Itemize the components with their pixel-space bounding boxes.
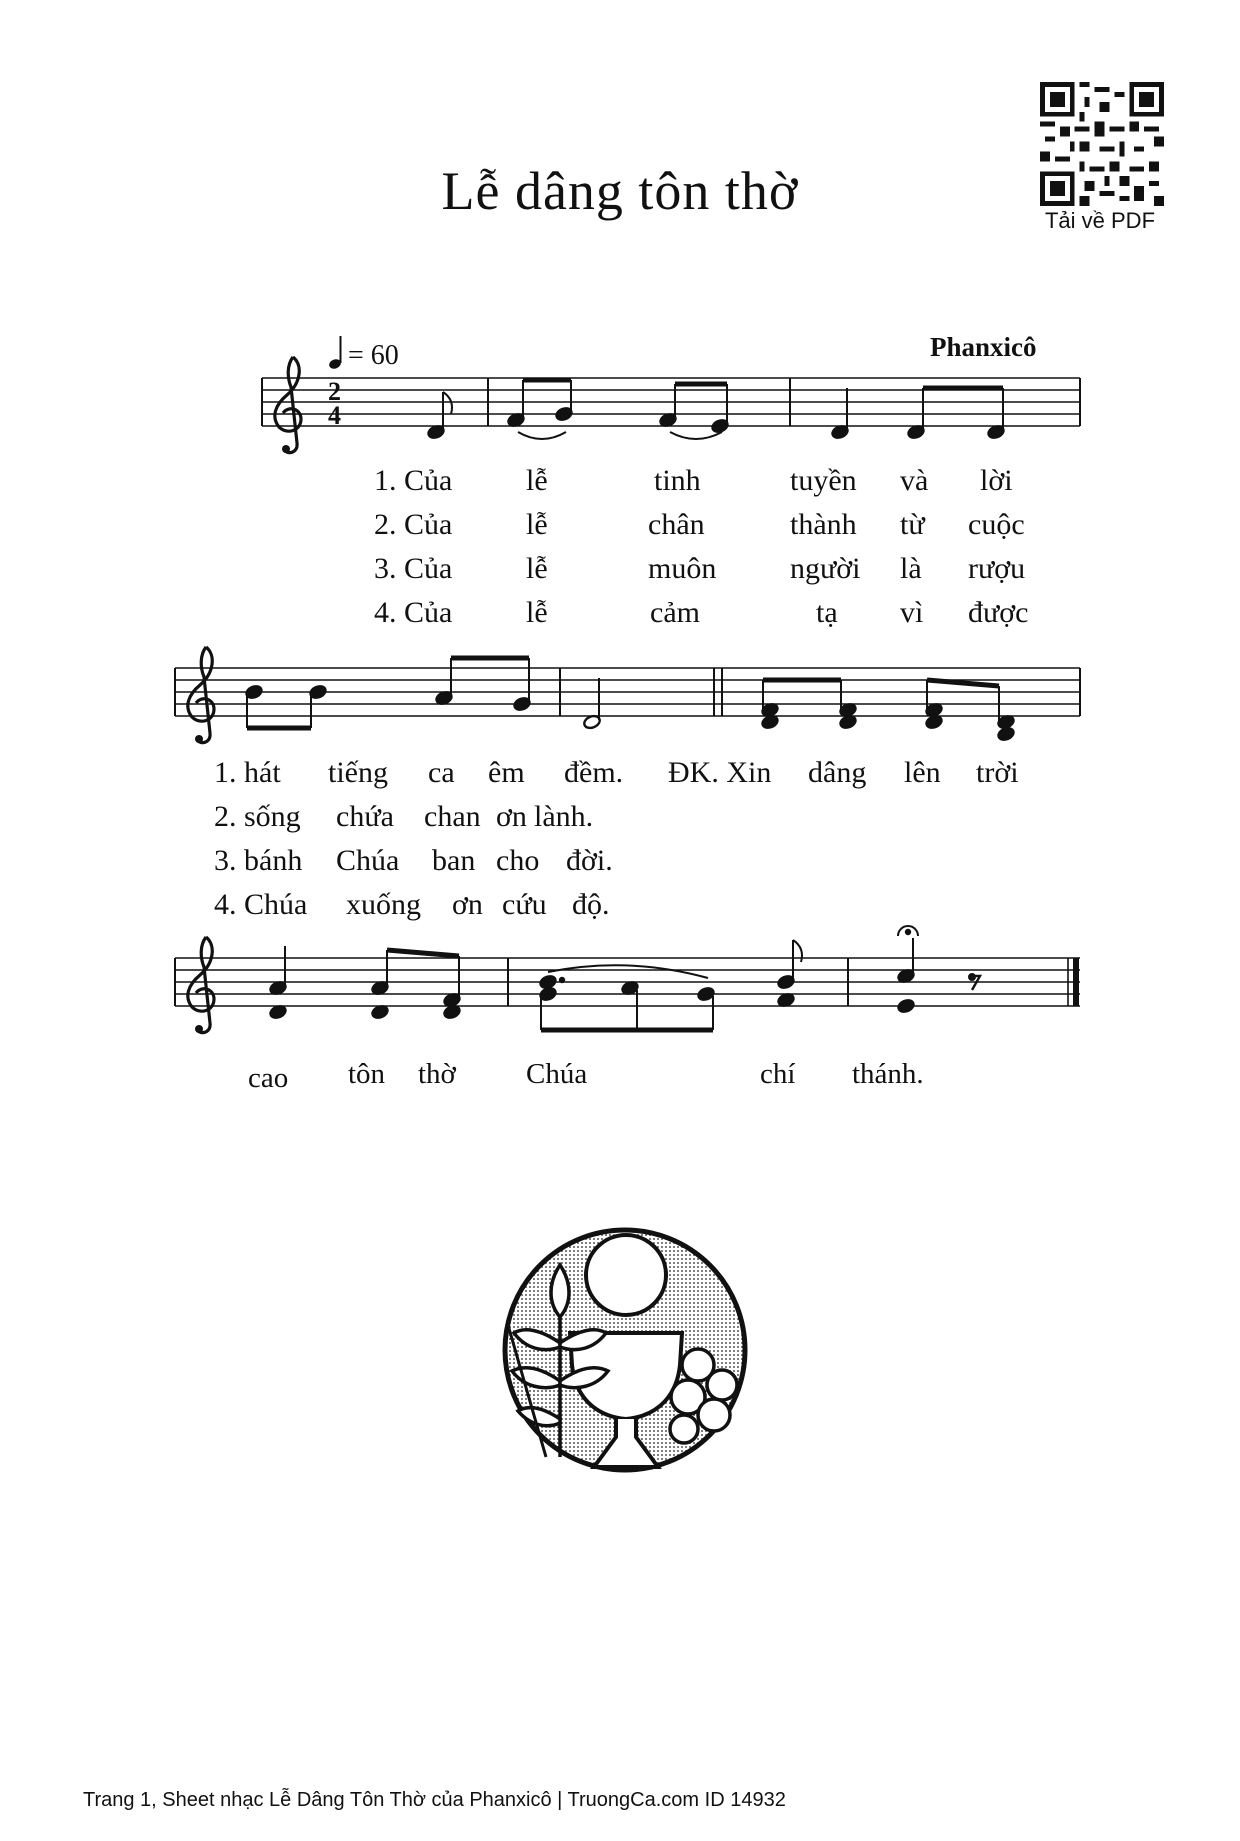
svg-text:2: 2 xyxy=(328,377,341,406)
verse-4-line-2: 4. Chúa xyxy=(214,888,308,921)
refrain-syllable: thánh. xyxy=(852,1058,924,1090)
lyric-syllable: ca xyxy=(428,756,455,789)
lyric-syllable: lời xyxy=(980,464,1013,497)
lyric-syllable: Chúa xyxy=(336,844,400,877)
lyric-syllable: lên xyxy=(904,756,941,789)
system-1-notes xyxy=(427,380,1006,440)
tempo-value: = 60 xyxy=(348,340,399,371)
lyric-syllable: dâng xyxy=(808,756,867,789)
lyric-syllable: trời xyxy=(976,756,1019,789)
lyric-syllable: chân xyxy=(648,508,705,541)
lyric-syllable: cảm xyxy=(650,596,700,629)
lyric-syllable: tinh xyxy=(654,464,701,497)
verse-3-line-2: 3. bánh xyxy=(214,844,303,877)
verse-1-line-1: 1. Của xyxy=(374,464,453,497)
lyric-syllable: là xyxy=(900,552,922,585)
lyric-syllable: êm xyxy=(488,756,525,789)
eucharist-chalice-emblem xyxy=(500,1225,750,1475)
lyric-syllable: ơn xyxy=(452,888,483,921)
verse-2-line-2: 2. sống xyxy=(214,800,301,833)
refrain-syllable: chí xyxy=(760,1058,796,1090)
download-pdf-label[interactable]: Tải về PDF xyxy=(1044,208,1156,233)
composer-name: Phanxicô xyxy=(930,332,1037,362)
lyric-syllable: lễ xyxy=(526,464,548,497)
lyric-syllable: rượu xyxy=(968,552,1026,585)
lyric-syllable: tạ xyxy=(816,596,838,629)
time-signature-2-4 xyxy=(328,377,341,430)
lyric-syllable: đềm. xyxy=(564,756,624,789)
lyric-syllable: độ. xyxy=(572,888,610,921)
lyric-syllable: ban xyxy=(432,844,476,877)
verse-2-line-1: 2. Của xyxy=(374,508,453,541)
lyric-syllable: lành. xyxy=(534,800,594,833)
system-2-notes xyxy=(245,658,1016,742)
lyric-syllable: muôn xyxy=(648,552,717,585)
lyric-syllable: lễ xyxy=(526,508,548,541)
lyric-syllable: thành xyxy=(790,508,857,541)
refrain-syllable: thờ xyxy=(418,1058,456,1090)
lyric-syllable: vì xyxy=(900,596,924,629)
refrain-syllable: tôn xyxy=(348,1058,386,1090)
song-title: Lễ dâng tôn thờ xyxy=(441,161,799,221)
svg-text:4: 4 xyxy=(328,401,341,430)
lyric-syllable: và xyxy=(900,464,929,497)
lyric-syllable: cuộc xyxy=(968,508,1025,541)
lyric-syllable: được xyxy=(968,596,1029,629)
page-footer: Trang 1, Sheet nhạc Lễ Dâng Tôn Thờ của Phanxicô | TruongCa.com ID 14932 xyxy=(83,1789,786,1811)
refrain-syllable: Chúa xyxy=(526,1058,588,1090)
lyric-syllable: chứa xyxy=(336,800,394,833)
lyric-syllable: ơn xyxy=(496,800,527,833)
verse-3-line-1: 3. Của xyxy=(374,552,453,585)
verse-4-line-1: 4. Của xyxy=(374,596,453,629)
lyric-syllable: cho xyxy=(496,844,540,877)
lyric-syllable: lễ xyxy=(526,596,548,629)
lyric-syllable: xuống xyxy=(346,888,421,921)
refrain-start: ĐK. Xin xyxy=(668,756,772,789)
verse-1-line-2: 1. hát xyxy=(214,756,281,789)
lyric-syllable: người xyxy=(790,552,861,585)
system-3-notes xyxy=(269,926,980,1030)
lyric-syllable: đời. xyxy=(566,844,613,877)
refrain-syllable: cao xyxy=(248,1062,289,1094)
lyric-syllable: tuyền xyxy=(790,464,857,497)
lyric-syllable: tiếng xyxy=(328,756,388,789)
lyric-syllable: cứu xyxy=(502,888,547,921)
lyric-syllable: lễ xyxy=(526,552,548,585)
lyric-syllable: từ xyxy=(900,508,925,541)
lyric-syllable: chan xyxy=(424,800,481,833)
